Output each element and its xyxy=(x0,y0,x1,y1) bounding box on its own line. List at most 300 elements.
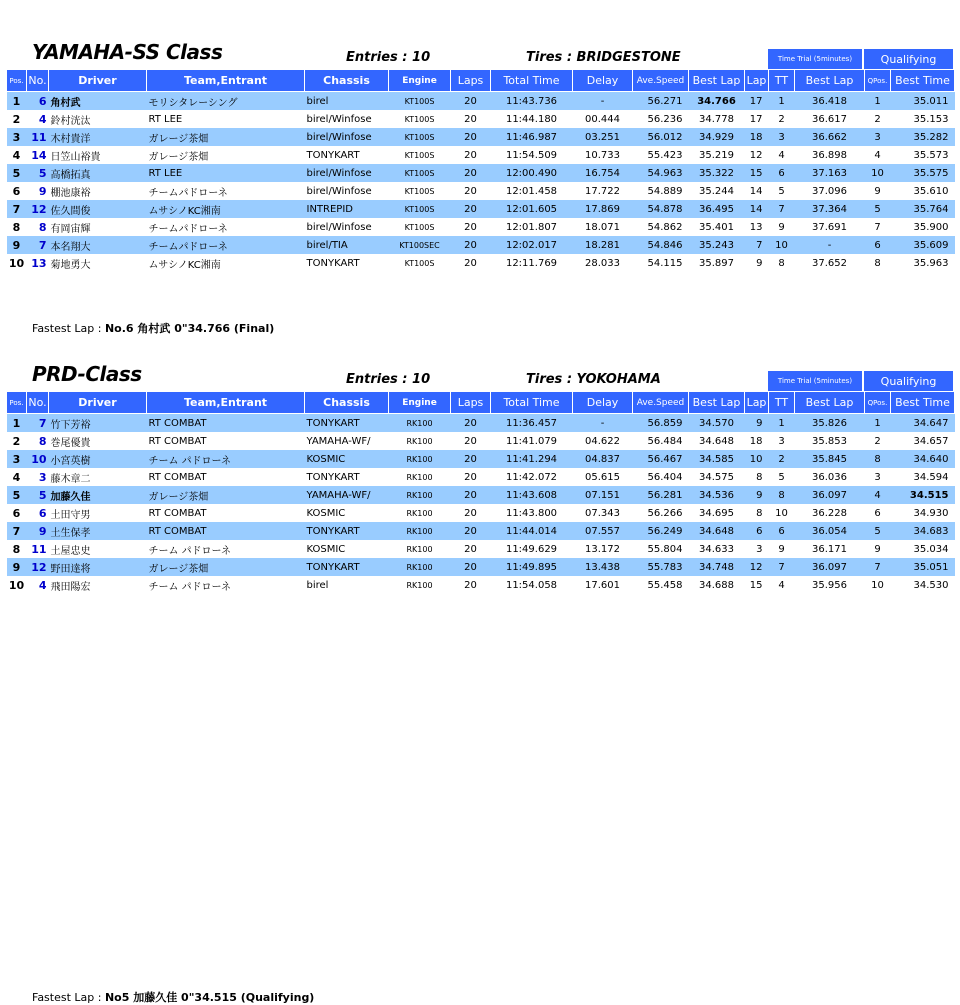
cell-total-time: 12:11.769 xyxy=(491,254,573,272)
cell-tt-best-lap: 36.898 xyxy=(795,146,865,164)
col-pos-header: Pos. xyxy=(7,392,27,414)
cell-best-lap: 34.929 xyxy=(689,128,745,146)
cell-driver: 土生保孝 xyxy=(49,522,147,540)
cell-tt: 5 xyxy=(769,182,795,200)
cell-delay: 04.837 xyxy=(573,450,633,468)
cell-tt: 1 xyxy=(769,414,795,433)
cell-qpos: 2 xyxy=(865,110,891,128)
cell-pos: 6 xyxy=(7,182,27,200)
cell-driver: 高橋拓真 xyxy=(49,164,147,182)
tires-label: Tires : BRIDGESTONE xyxy=(526,50,681,65)
table-row xyxy=(7,110,955,128)
table-row xyxy=(7,504,955,522)
cell-best-time: 35.153 xyxy=(891,110,955,128)
col-tt-best-lap-header: Best Lap xyxy=(795,70,865,92)
cell-qpos: 9 xyxy=(865,540,891,558)
cell-delay: 13.438 xyxy=(573,558,633,576)
cell-total-time: 11:46.987 xyxy=(491,128,573,146)
cell-best-time: 35.764 xyxy=(891,200,955,218)
cell-lap: 14 xyxy=(745,200,769,218)
cell-delay: 28.033 xyxy=(573,254,633,272)
cell-engine: RK100 xyxy=(389,576,451,594)
cell-tt: 7 xyxy=(769,558,795,576)
cell-best-lap: 35.243 xyxy=(689,236,745,254)
cell-laps: 20 xyxy=(451,200,491,218)
col-engine-header: Engine xyxy=(389,392,451,414)
cell-no: 7 xyxy=(27,414,49,433)
cell-best-lap: 34.748 xyxy=(689,558,745,576)
cell-tt-best-lap: 36.054 xyxy=(795,522,865,540)
cell-tt: 6 xyxy=(769,522,795,540)
cell-pos: 5 xyxy=(7,486,27,504)
cell-laps: 20 xyxy=(451,236,491,254)
cell-pos: 1 xyxy=(7,414,27,433)
cell-delay: 17.869 xyxy=(573,200,633,218)
cell-no: 9 xyxy=(27,182,49,200)
cell-best-time: 34.647 xyxy=(891,414,955,433)
cell-best-time: 34.930 xyxy=(891,504,955,522)
cell-pos: 9 xyxy=(7,236,27,254)
col-best-time-header: Best Time xyxy=(891,392,955,414)
cell-engine: KT100S xyxy=(389,92,451,111)
cell-engine: KT100S xyxy=(389,200,451,218)
header-row xyxy=(7,70,955,92)
cell-qpos: 3 xyxy=(865,128,891,146)
cell-pos: 4 xyxy=(7,146,27,164)
cell-no: 14 xyxy=(27,146,49,164)
cell-no: 10 xyxy=(27,450,49,468)
cell-ave-speed: 55.423 xyxy=(633,146,689,164)
cell-driver: 加藤久佳 xyxy=(49,486,147,504)
cell-engine: KT100S xyxy=(389,110,451,128)
cell-no: 4 xyxy=(27,110,49,128)
time-trial-group-header: Time Trial (5minutes) xyxy=(767,370,863,392)
cell-best-lap: 35.401 xyxy=(689,218,745,236)
qualifying-group-header: Qualifying xyxy=(863,370,954,392)
cell-total-time: 11:54.058 xyxy=(491,576,573,594)
table-row xyxy=(7,236,955,254)
cell-team: チームパドローネ xyxy=(147,182,305,200)
cell-pos: 7 xyxy=(7,200,27,218)
cell-total-time: 11:44.014 xyxy=(491,522,573,540)
col-laps-header: Laps xyxy=(451,70,491,92)
cell-total-time: 11:54.509 xyxy=(491,146,573,164)
cell-ave-speed: 56.271 xyxy=(633,92,689,111)
col-total-time-header: Total Time xyxy=(491,70,573,92)
cell-engine: RK100 xyxy=(389,486,451,504)
cell-no: 6 xyxy=(27,504,49,522)
cell-best-lap: 34.575 xyxy=(689,468,745,486)
cell-laps: 20 xyxy=(451,254,491,272)
cell-lap: 9 xyxy=(745,414,769,433)
cell-tt-best-lap: 35.956 xyxy=(795,576,865,594)
cell-best-time: 35.900 xyxy=(891,218,955,236)
cell-qpos: 8 xyxy=(865,450,891,468)
cell-total-time: 11:43.800 xyxy=(491,504,573,522)
cell-best-lap: 34.778 xyxy=(689,110,745,128)
table-row xyxy=(7,522,955,540)
cell-best-lap: 34.648 xyxy=(689,522,745,540)
cell-qpos: 10 xyxy=(865,164,891,182)
cell-laps: 20 xyxy=(451,432,491,450)
cell-best-lap: 34.695 xyxy=(689,504,745,522)
class-title: YAMAHA-SS Class xyxy=(32,40,223,64)
cell-delay: 16.754 xyxy=(573,164,633,182)
fastest-lap-note xyxy=(32,989,314,1005)
table-row xyxy=(7,468,955,486)
cell-lap: 9 xyxy=(745,486,769,504)
cell-best-time: 35.011 xyxy=(891,92,955,111)
header-row xyxy=(7,392,955,414)
table-row xyxy=(7,146,955,164)
cell-tt-best-lap: 36.036 xyxy=(795,468,865,486)
cell-tt: 2 xyxy=(769,110,795,128)
cell-ave-speed: 56.249 xyxy=(633,522,689,540)
cell-delay: - xyxy=(573,414,633,433)
cell-best-time: 35.963 xyxy=(891,254,955,272)
cell-qpos: 4 xyxy=(865,146,891,164)
cell-driver: 小宮英樹 xyxy=(49,450,147,468)
fastest-lap-value: No.6 角村武 0"34.766 (Final) xyxy=(104,322,275,335)
cell-qpos: 5 xyxy=(865,200,891,218)
col-total-time-header: Total Time xyxy=(491,392,573,414)
cell-total-time: 12:01.458 xyxy=(491,182,573,200)
cell-pos: 1 xyxy=(7,92,27,111)
cell-qpos: 7 xyxy=(865,558,891,576)
table-row xyxy=(7,432,955,450)
results-table xyxy=(6,69,955,272)
cell-chassis: INTREPID xyxy=(305,200,389,218)
cell-delay: 17.722 xyxy=(573,182,633,200)
cell-tt-best-lap: 37.364 xyxy=(795,200,865,218)
cell-delay: 13.172 xyxy=(573,540,633,558)
cell-team: ムサシノKC湘南 xyxy=(147,200,305,218)
cell-qpos: 4 xyxy=(865,486,891,504)
cell-tt: 9 xyxy=(769,218,795,236)
col-pos-header: Pos. xyxy=(7,70,27,92)
cell-ave-speed: 56.012 xyxy=(633,128,689,146)
cell-laps: 20 xyxy=(451,146,491,164)
cell-no: 6 xyxy=(27,92,49,111)
cell-pos: 7 xyxy=(7,522,27,540)
cell-engine: RK100 xyxy=(389,558,451,576)
cell-no: 11 xyxy=(27,128,49,146)
cell-no: 11 xyxy=(27,540,49,558)
cell-best-time: 35.575 xyxy=(891,164,955,182)
table-row xyxy=(7,486,955,504)
cell-lap: 6 xyxy=(745,522,769,540)
cell-qpos: 8 xyxy=(865,254,891,272)
table-row xyxy=(7,540,955,558)
table-row xyxy=(7,218,955,236)
cell-team: RT COMBAT xyxy=(147,504,305,522)
cell-best-lap: 34.633 xyxy=(689,540,745,558)
cell-qpos: 6 xyxy=(865,504,891,522)
col-laps-header: Laps xyxy=(451,392,491,414)
cell-delay: 07.343 xyxy=(573,504,633,522)
cell-best-lap: 36.495 xyxy=(689,200,745,218)
cell-chassis: TONYKART xyxy=(305,468,389,486)
cell-qpos: 9 xyxy=(865,182,891,200)
table-row xyxy=(7,450,955,468)
time-trial-group-header: Time Trial (5minutes) xyxy=(767,48,863,70)
cell-driver: 有岡宙輝 xyxy=(49,218,147,236)
cell-pos: 2 xyxy=(7,432,27,450)
cell-team: ガレージ茶畑 xyxy=(147,128,305,146)
cell-delay: - xyxy=(573,92,633,111)
col-driver-header: Driver xyxy=(49,392,147,414)
cell-lap: 10 xyxy=(745,450,769,468)
col-best-lap-header: Best Lap xyxy=(689,70,745,92)
cell-pos: 8 xyxy=(7,218,27,236)
cell-delay: 17.601 xyxy=(573,576,633,594)
cell-no: 8 xyxy=(27,432,49,450)
cell-laps: 20 xyxy=(451,218,491,236)
cell-chassis: YAMAHA-WF/ xyxy=(305,432,389,450)
cell-chassis: KOSMIC xyxy=(305,540,389,558)
col-no-header: No. xyxy=(27,392,49,414)
fastest-lap-label: Fastest Lap : xyxy=(32,322,105,335)
cell-ave-speed: 56.484 xyxy=(633,432,689,450)
cell-tt: 10 xyxy=(769,504,795,522)
entries-count: Entries : 10 xyxy=(346,50,431,65)
cell-best-lap: 34.536 xyxy=(689,486,745,504)
results-body xyxy=(7,414,955,595)
cell-pos: 9 xyxy=(7,558,27,576)
cell-total-time: 12:01.605 xyxy=(491,200,573,218)
cell-lap: 14 xyxy=(745,182,769,200)
cell-chassis: birel/Winfose xyxy=(305,164,389,182)
cell-no: 7 xyxy=(27,236,49,254)
cell-best-time: 34.683 xyxy=(891,522,955,540)
cell-chassis: TONYKART xyxy=(305,254,389,272)
cell-qpos: 2 xyxy=(865,432,891,450)
col-tt-best-lap-header: Best Lap xyxy=(795,392,865,414)
cell-ave-speed: 55.458 xyxy=(633,576,689,594)
cell-chassis: TONYKART xyxy=(305,522,389,540)
cell-chassis: birel/Winfose xyxy=(305,182,389,200)
cell-lap: 17 xyxy=(745,110,769,128)
col-ave-speed-header: Ave.Speed xyxy=(633,392,689,414)
cell-laps: 20 xyxy=(451,92,491,111)
cell-total-time: 11:36.457 xyxy=(491,414,573,433)
cell-tt: 3 xyxy=(769,128,795,146)
cell-total-time: 11:41.079 xyxy=(491,432,573,450)
cell-team: ガレージ茶畑 xyxy=(147,146,305,164)
cell-driver: 棚池康裕 xyxy=(49,182,147,200)
col-ave-speed-header: Ave.Speed xyxy=(633,70,689,92)
cell-driver: 佐久間俊 xyxy=(49,200,147,218)
table-row xyxy=(7,92,955,111)
col-lap-header: Lap xyxy=(745,392,769,414)
table-row xyxy=(7,576,955,594)
cell-lap: 15 xyxy=(745,576,769,594)
cell-team: ガレージ茶畑 xyxy=(147,486,305,504)
cell-lap: 9 xyxy=(745,254,769,272)
cell-laps: 20 xyxy=(451,128,491,146)
col-team-header: Team,Entrant xyxy=(147,392,305,414)
cell-ave-speed: 55.783 xyxy=(633,558,689,576)
cell-engine: RK100 xyxy=(389,540,451,558)
cell-chassis: birel/Winfose xyxy=(305,128,389,146)
cell-pos: 4 xyxy=(7,468,27,486)
cell-engine: KT100S xyxy=(389,182,451,200)
cell-laps: 20 xyxy=(451,110,491,128)
cell-qpos: 1 xyxy=(865,92,891,111)
cell-tt: 2 xyxy=(769,450,795,468)
cell-best-lap: 34.766 xyxy=(689,92,745,111)
cell-best-time: 35.282 xyxy=(891,128,955,146)
cell-tt: 4 xyxy=(769,576,795,594)
cell-driver: 本名翔大 xyxy=(49,236,147,254)
cell-lap: 12 xyxy=(745,146,769,164)
cell-engine: KT100S xyxy=(389,164,451,182)
qualifying-group-header: Qualifying xyxy=(863,48,954,70)
class-title: PRD-Class xyxy=(32,362,142,386)
cell-team: チーム パドローネ xyxy=(147,450,305,468)
cell-best-lap: 35.322 xyxy=(689,164,745,182)
cell-best-lap: 34.688 xyxy=(689,576,745,594)
cell-driver: 竹下芳裕 xyxy=(49,414,147,433)
cell-qpos: 10 xyxy=(865,576,891,594)
cell-laps: 20 xyxy=(451,486,491,504)
col-engine-header: Engine xyxy=(389,70,451,92)
cell-lap: 18 xyxy=(745,432,769,450)
cell-tt-best-lap: 36.228 xyxy=(795,504,865,522)
cell-delay: 05.615 xyxy=(573,468,633,486)
cell-tt: 7 xyxy=(769,200,795,218)
fastest-lap-label: Fastest Lap : xyxy=(32,991,105,1004)
cell-lap: 3 xyxy=(745,540,769,558)
cell-laps: 20 xyxy=(451,576,491,594)
cell-team: RT COMBAT xyxy=(147,468,305,486)
col-qpos-header: QPos. xyxy=(865,70,891,92)
cell-chassis: KOSMIC xyxy=(305,450,389,468)
cell-tt: 6 xyxy=(769,164,795,182)
cell-engine: KT100SEC xyxy=(389,236,451,254)
cell-chassis: birel xyxy=(305,576,389,594)
cell-ave-speed: 56.859 xyxy=(633,414,689,433)
cell-best-lap: 34.585 xyxy=(689,450,745,468)
cell-team: チームパドローネ xyxy=(147,236,305,254)
cell-ave-speed: 54.115 xyxy=(633,254,689,272)
cell-best-lap: 35.219 xyxy=(689,146,745,164)
cell-total-time: 11:43.736 xyxy=(491,92,573,111)
col-delay-header: Delay xyxy=(573,70,633,92)
cell-laps: 20 xyxy=(451,414,491,433)
cell-team: RT LEE xyxy=(147,110,305,128)
table-row xyxy=(7,254,955,272)
cell-chassis: birel/Winfose xyxy=(305,218,389,236)
cell-delay: 03.251 xyxy=(573,128,633,146)
cell-best-time: 34.530 xyxy=(891,576,955,594)
cell-pos: 10 xyxy=(7,576,27,594)
cell-driver: 土田守男 xyxy=(49,504,147,522)
cell-lap: 8 xyxy=(745,504,769,522)
col-delay-header: Delay xyxy=(573,392,633,414)
cell-total-time: 12:00.490 xyxy=(491,164,573,182)
cell-tt-best-lap: 35.845 xyxy=(795,450,865,468)
cell-best-lap: 34.648 xyxy=(689,432,745,450)
cell-pos: 2 xyxy=(7,110,27,128)
cell-qpos: 3 xyxy=(865,468,891,486)
cell-team: RT COMBAT xyxy=(147,432,305,450)
cell-tt-best-lap: 36.662 xyxy=(795,128,865,146)
cell-best-time: 35.609 xyxy=(891,236,955,254)
cell-total-time: 11:44.180 xyxy=(491,110,573,128)
cell-team: モリシタレーシング xyxy=(147,92,305,111)
cell-tt-best-lap: 37.691 xyxy=(795,218,865,236)
cell-best-lap: 35.244 xyxy=(689,182,745,200)
cell-team: チーム パドローネ xyxy=(147,576,305,594)
cell-no: 12 xyxy=(27,200,49,218)
cell-driver: 野田達将 xyxy=(49,558,147,576)
cell-delay: 18.071 xyxy=(573,218,633,236)
fastest-lap-note xyxy=(32,320,274,336)
cell-driver: 藤木章二 xyxy=(49,468,147,486)
cell-ave-speed: 54.862 xyxy=(633,218,689,236)
cell-team: RT COMBAT xyxy=(147,414,305,433)
cell-chassis: birel/TIA xyxy=(305,236,389,254)
cell-tt-best-lap: 35.826 xyxy=(795,414,865,433)
cell-team: チーム パドローネ xyxy=(147,540,305,558)
cell-total-time: 11:42.072 xyxy=(491,468,573,486)
cell-no: 13 xyxy=(27,254,49,272)
results-table xyxy=(6,391,955,594)
cell-qpos: 6 xyxy=(865,236,891,254)
col-tt-header: TT xyxy=(769,392,795,414)
cell-driver: 日笠山裕貴 xyxy=(49,146,147,164)
cell-tt: 3 xyxy=(769,432,795,450)
col-lap-header: Lap xyxy=(745,70,769,92)
cell-engine: KT100S xyxy=(389,128,451,146)
cell-no: 5 xyxy=(27,486,49,504)
cell-best-time: 34.657 xyxy=(891,432,955,450)
cell-chassis: birel xyxy=(305,92,389,111)
cell-tt-best-lap: 36.418 xyxy=(795,92,865,111)
cell-ave-speed: 56.281 xyxy=(633,486,689,504)
col-chassis-header: Chassis xyxy=(305,392,389,414)
cell-engine: RK100 xyxy=(389,414,451,433)
cell-chassis: TONYKART xyxy=(305,146,389,164)
cell-chassis: KOSMIC xyxy=(305,504,389,522)
cell-driver: 角村武 xyxy=(49,92,147,111)
cell-no: 8 xyxy=(27,218,49,236)
col-no-header: No. xyxy=(27,70,49,92)
cell-no: 4 xyxy=(27,576,49,594)
col-tt-header: TT xyxy=(769,70,795,92)
cell-delay: 07.557 xyxy=(573,522,633,540)
table-row xyxy=(7,128,955,146)
cell-tt: 5 xyxy=(769,468,795,486)
cell-team: チームパドローネ xyxy=(147,218,305,236)
table-row xyxy=(7,558,955,576)
cell-team: ガレージ茶畑 xyxy=(147,558,305,576)
cell-driver: 土屋忠史 xyxy=(49,540,147,558)
table-row xyxy=(7,182,955,200)
cell-total-time: 11:49.629 xyxy=(491,540,573,558)
cell-qpos: 7 xyxy=(865,218,891,236)
cell-driver: 菊地勇大 xyxy=(49,254,147,272)
cell-best-time: 35.573 xyxy=(891,146,955,164)
cell-no: 12 xyxy=(27,558,49,576)
cell-tt-best-lap: 37.163 xyxy=(795,164,865,182)
cell-ave-speed: 56.236 xyxy=(633,110,689,128)
cell-lap: 8 xyxy=(745,468,769,486)
table-row xyxy=(7,414,955,433)
cell-engine: RK100 xyxy=(389,468,451,486)
cell-total-time: 11:41.294 xyxy=(491,450,573,468)
